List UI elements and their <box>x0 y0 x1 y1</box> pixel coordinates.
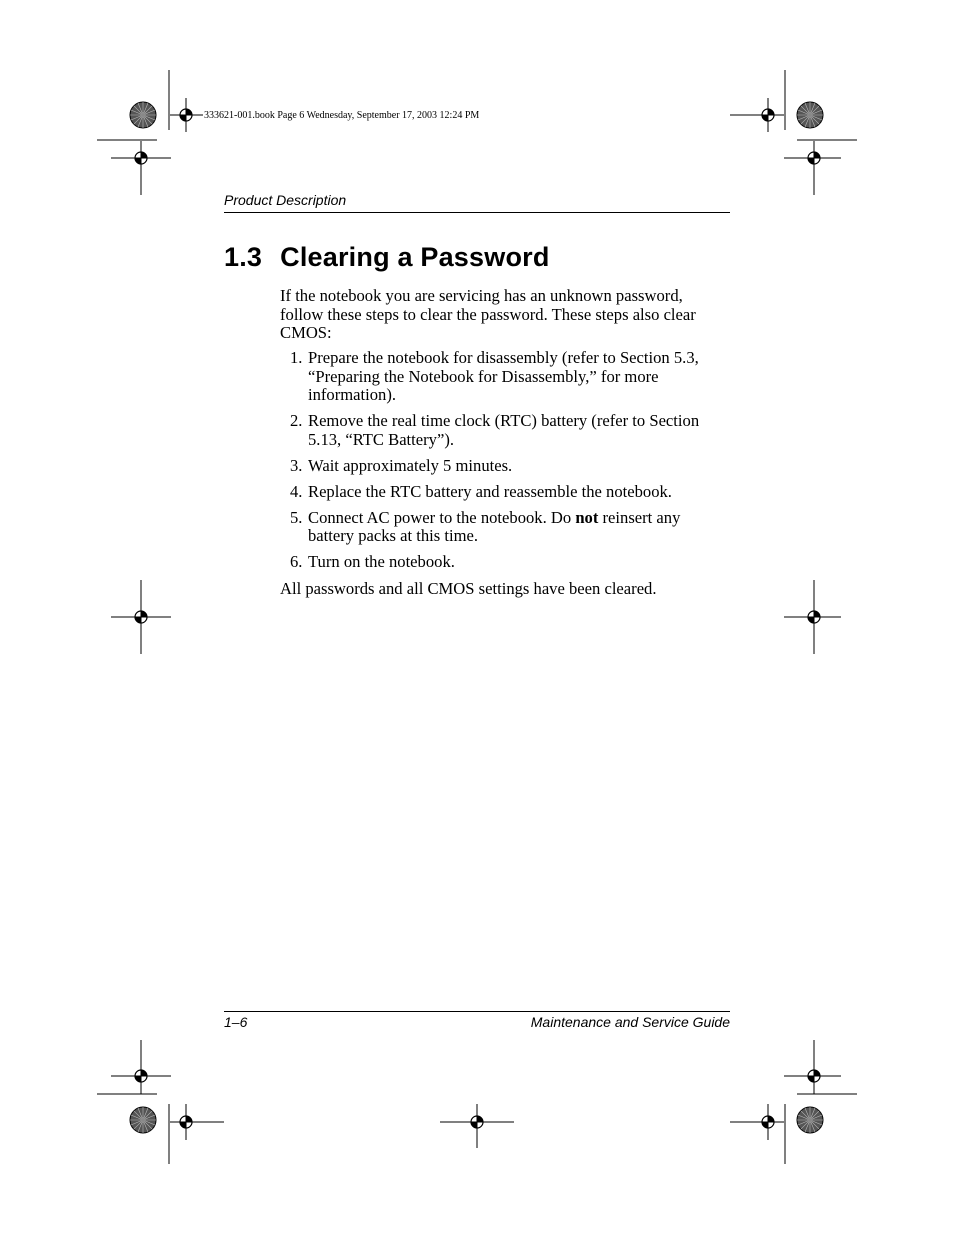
list-item <box>280 483 720 502</box>
list-item <box>280 553 720 572</box>
step-number: 1. <box>290 348 303 367</box>
guide-title: Maintenance and Service Guide <box>530 1014 730 1030</box>
closing-paragraph: All passwords and all CMOS settings have been cleared. <box>280 579 657 598</box>
section-heading <box>224 242 550 273</box>
list-item <box>280 509 720 546</box>
step-number: 4. <box>290 481 303 501</box>
list-item <box>280 349 720 405</box>
step-text-after: reinsert any battery packs at this time. <box>308 507 681 545</box>
step-text: Remove the real time clock (RTC) battery (refer to Section 5.13, “RTC Battery”). <box>308 411 700 449</box>
step-text-before: Connect AC power to the notebook. Do <box>308 507 576 527</box>
step-text: Replace the RTC battery and reassemble the notebook. <box>308 481 672 501</box>
section-number: 1.3 <box>224 242 263 272</box>
step-number: 6. <box>290 552 303 571</box>
print-slug: 333621-001.book Page 6 Wednesday, September 17, 2003 12:24 PM <box>204 110 480 121</box>
list-item <box>280 412 720 449</box>
header-rule <box>224 212 730 213</box>
step-number: 3. <box>290 455 303 475</box>
step-emphasis: not <box>575 507 599 527</box>
intro-paragraph: If the notebook you are servicing has an unknown password, follow these steps to clear the password. These steps also clear CMOS: <box>280 286 696 342</box>
step-number: 5. <box>290 507 303 527</box>
step-text: Wait approximately 5 minutes. <box>308 455 513 475</box>
step-number: 2. <box>290 411 303 430</box>
step-text <box>308 508 680 546</box>
step-text: Turn on the notebook. <box>308 552 455 571</box>
steps-list <box>280 349 720 579</box>
list-item <box>280 457 720 476</box>
running-head: Product Description <box>224 192 347 208</box>
section-title: Clearing a Password <box>280 242 550 272</box>
page-number: 1–6 <box>224 1014 248 1030</box>
footer-rule <box>224 1011 730 1012</box>
step-text: Prepare the notebook for disassembly (refer to Section 5.3, “Preparing the Notebook for Disassembly,” for more information). <box>308 348 699 404</box>
